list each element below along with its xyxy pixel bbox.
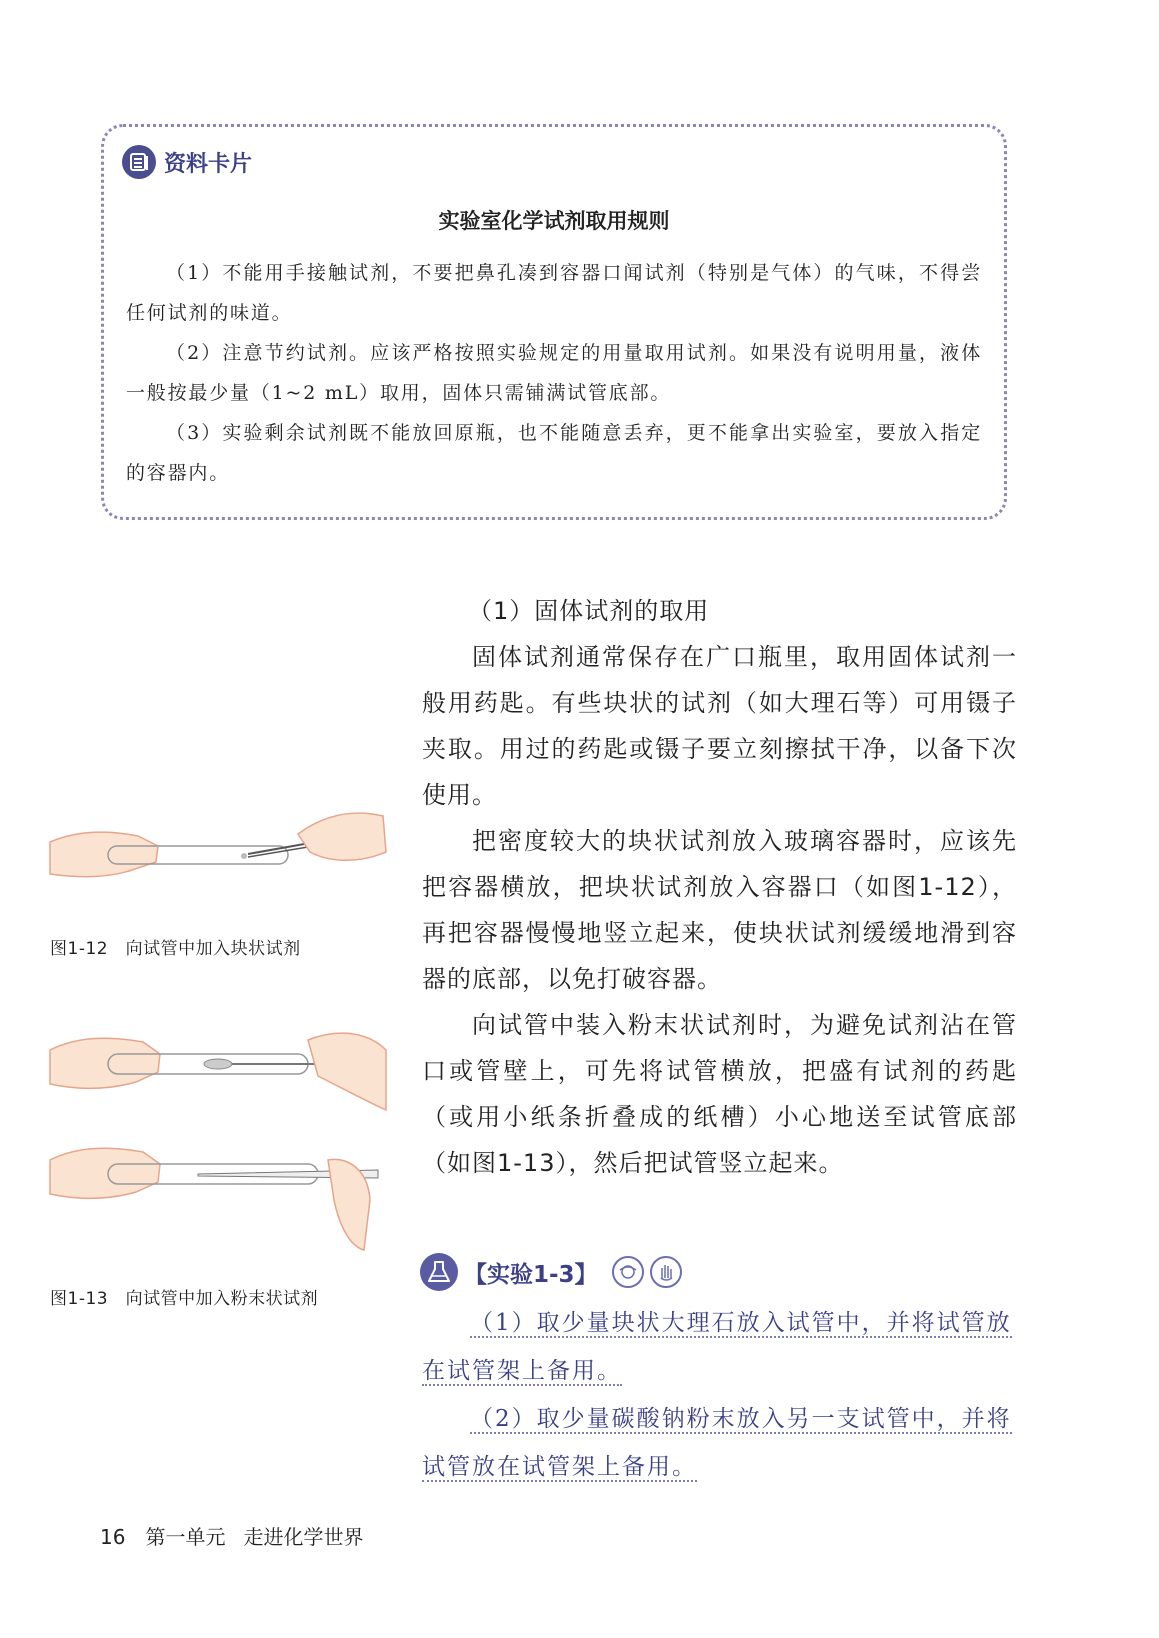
experiment-badges (612, 1256, 688, 1288)
section-subheading: （1）固体试剂的取用 (468, 597, 710, 625)
unit-title: 走进化学世界 (243, 1525, 364, 1549)
goggles-icon (612, 1256, 644, 1288)
paragraph-2: 把密度较大的块状试剂放入玻璃容器时，应该先把容器横放，把块状试剂放入容器口（如图1-12），再把容器慢慢地竖立起来，使块状试剂缓缓地滑到容器的底部，以免打破容器。 (422, 827, 1017, 993)
info-card-title: 实验室化学试剂取用规则 (438, 209, 670, 233)
rule-item-2: （2）注意节约试剂。应该严格按照实验规定的用量取用试剂。如果没有说明用量，液体一般按最少量（1~2 mL）取用，固体只需铺满试管底部。 (126, 342, 982, 404)
paragraph-3: 向试管中装入粉末状试剂时，为避免试剂沾在管口或管壁上，可先将试管横放，把盛有试剂的药匙（或用小纸条折叠成的纸槽）小心地送至试管底部（如图1-13），然后把试管竖立起来。 (422, 1011, 1017, 1177)
figure-1-13-illustration (48, 1010, 388, 1260)
experiment-body (422, 1299, 1017, 1491)
page-number: 16 (100, 1525, 126, 1549)
rule-item-1: （1）不能用手接触试剂，不要把鼻孔凑到容器口闻试剂（特别是气体）的气味，不得尝任何试剂的味道。 (126, 262, 982, 324)
figure-1-12-caption: 图1-12 向试管中加入块状试剂 (50, 939, 301, 959)
experiment-step-1 (422, 1299, 1017, 1395)
info-card-label: 资料卡片 (164, 151, 253, 177)
figure-1-13 (48, 1010, 388, 1264)
paragraph-1: 固体试剂通常保存在广口瓶里，取用固体试剂一般用药匙。有些块状的试剂（如大理石等）可用镊子夹取。用过的药匙或镊子要立刻擦拭干净，以备下次使用。 (422, 643, 1017, 809)
experiment-header (420, 1253, 688, 1291)
hand-icon (650, 1256, 682, 1288)
experiment-step-2-text: （2）取少量碳酸钠粉末放入另一支试管中，并将试管放在试管架上备用。 (422, 1406, 1012, 1480)
main-text (422, 588, 1017, 1186)
figure-1-13-caption: 图1-13 向试管中加入粉末状试剂 (50, 1289, 319, 1309)
flask-icon (420, 1253, 458, 1291)
rule-item-3: （3）实验剩余试剂既不能放回原瓶，也不能随意丢弃，更不能拿出实验室，要放入指定的容器内。 (126, 422, 982, 484)
info-card-header (122, 145, 252, 179)
info-card (101, 124, 1007, 520)
figure-1-12 (48, 812, 388, 896)
figure-1-12-illustration (48, 812, 388, 892)
experiment-step-2 (422, 1395, 1017, 1491)
experiment-title: 【实验1-3】 (464, 1261, 598, 1288)
experiment-step-1-text: （1）取少量块状大理石放入试管中，并将试管放在试管架上备用。 (422, 1310, 1012, 1384)
page-footer (100, 1521, 363, 1550)
book-icon (122, 145, 156, 179)
info-card-body (126, 253, 982, 493)
unit-label: 第一单元 (145, 1525, 226, 1549)
